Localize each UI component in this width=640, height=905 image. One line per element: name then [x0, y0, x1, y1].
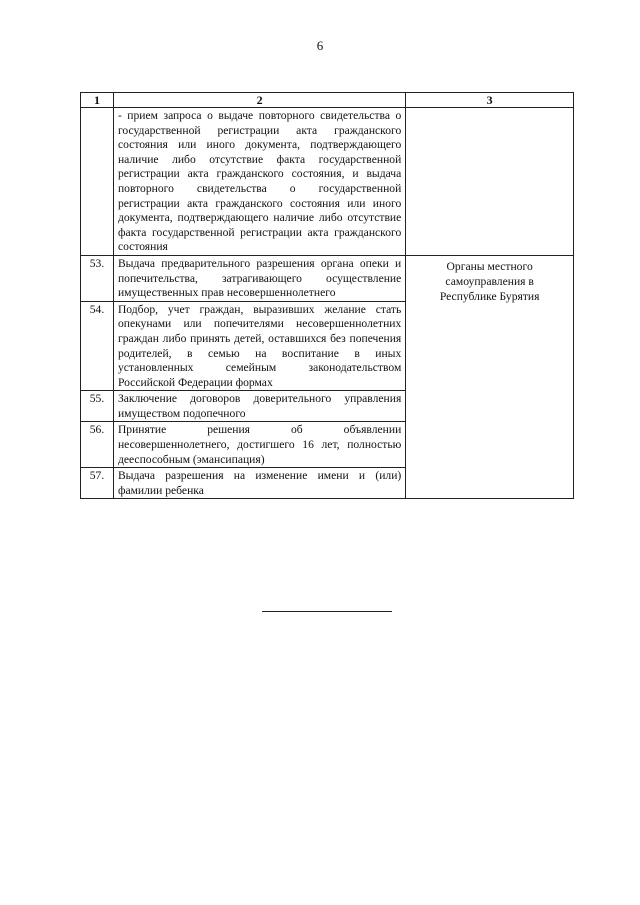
- continuation-num-cell: [81, 108, 114, 256]
- continuation-text: - прием запроса о выдаче повторного свидетельства о государственной регистрации акта гражданского состояния или иного документа, подтверждающего наличие либо отсутствие факта государственной регистрации акта гражданского состояния, и выдача повторного свидетельства о государственной регистрации акта гражданского состояния или иного документа, подтверждающего наличие либо отсутствие факта государственной регистрации акта гражданского состояния: [113, 108, 405, 256]
- continuation-authority-cell: [406, 108, 574, 256]
- row-text: Выдача предварительного разрешения органа опеки и попечительства, затрагивающего осуществление имущественных прав несовершеннолетнего: [113, 255, 405, 301]
- row-number: 54.: [81, 301, 114, 391]
- row-number: 55.: [81, 391, 114, 422]
- authority-line: Органы местного: [446, 259, 533, 273]
- header-col-3: 3: [406, 93, 574, 108]
- authority-line: Республике Бурятия: [439, 289, 540, 303]
- authority-cell: [406, 255, 574, 499]
- header-col-1: 1: [81, 93, 114, 108]
- table-row: [81, 255, 574, 301]
- row-text: Принятие решения об объявлении несовершеннолетнего, достигшего 16 лет, полностью дееспособным (эмансипация): [113, 422, 405, 468]
- row-text: Подбор, учет граждан, выразивших желание стать опекунами или попечителями несовершеннолетних граждан либо принять детей, оставшихся без попечения родителей, в семью на воспитание в иных установленных семейным законодательством Российской Федерации формах: [113, 301, 405, 391]
- closing-rule: [262, 611, 392, 612]
- row-text: Выдача разрешения на изменение имени и (или) фамилии ребенка: [113, 468, 405, 499]
- row-number: 57.: [81, 468, 114, 499]
- row-number: 56.: [81, 422, 114, 468]
- authority-line: самоуправления в: [445, 274, 534, 288]
- row-number: 53.: [81, 255, 114, 301]
- header-col-2: 2: [113, 93, 405, 108]
- page-number: 6: [316, 38, 324, 53]
- table-header-row: [81, 93, 574, 108]
- table-row-continuation: [81, 108, 574, 256]
- row-text: Заключение договоров доверительного управления имуществом подопечного: [113, 391, 405, 422]
- services-table: [80, 92, 574, 499]
